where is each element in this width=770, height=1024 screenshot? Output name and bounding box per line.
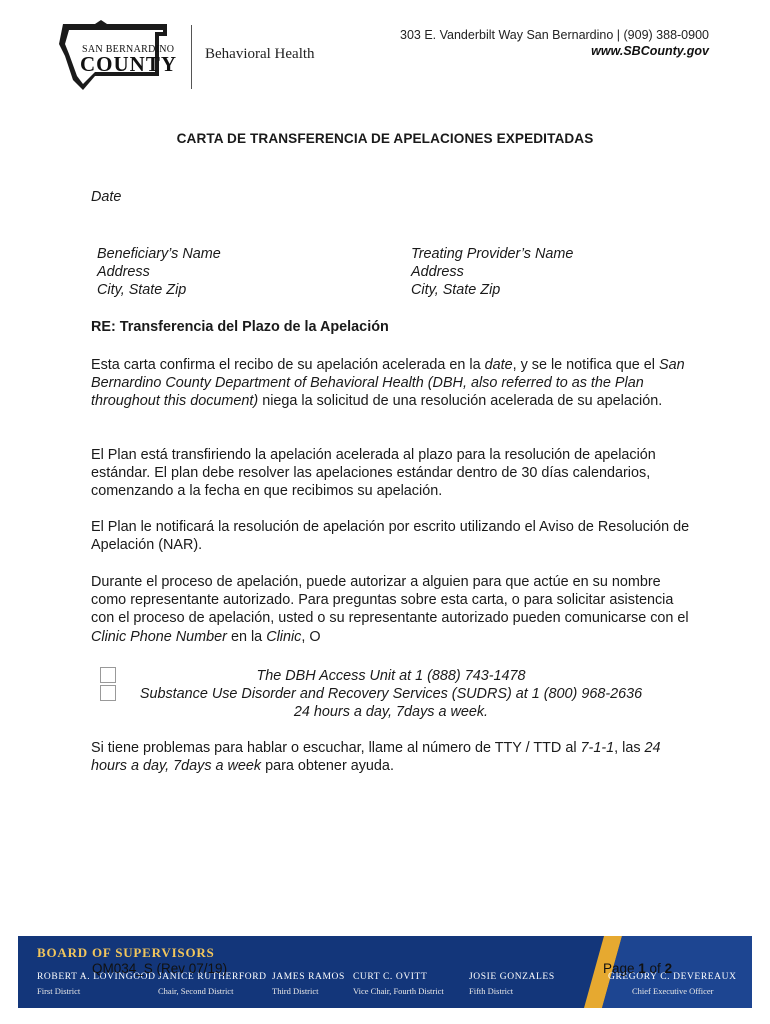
page-prefix: Page [603,961,639,976]
paragraph-2: El Plan está transfiriendo la apelación acelerada al plazo para la resolución de apelación estándar. El plan debe resolver las apelaciones estándar dentro de 30 días calendarios, comenzando a la fecha en que recibimos su apelación. [91,447,656,500]
paragraph-3: El Plan le notificará la resolución de apelación por escrito utilizando el Aviso de Resolución de Apelación (NAR). [91,519,690,554]
beneficiary-city: City, State Zip [97,282,187,299]
beneficiary-name: Beneficiary’s Name [97,246,221,262]
p4-text-c: en la [226,628,267,645]
page-number [603,961,672,976]
p4-clinic-phone: Clinic Phone Number [91,628,227,645]
p5-text-c: , las [614,740,645,756]
p4-clinic: Clinic [266,628,302,645]
page-current: 1 [638,961,646,976]
page-mid: of [645,961,665,976]
option-access-unit: The DBH Access Unit at 1 (888) 743-1478 [256,668,526,684]
re-line: RE: Transferencia del Plazo de la Apelación [91,319,389,335]
member-name-5: JOSIE GONZALES [469,972,555,982]
provider-name: Treating Provider’s Name [411,246,574,262]
paragraph-4 [91,573,691,646]
p1-text-c: , y se le notifica que el [512,357,659,373]
hours-line: 24 hours a day, 7days a week. [293,704,489,720]
beneficiary-block [97,245,221,300]
p1-date: date [484,357,513,373]
p1-text-e: niega la solicitud de una resolución acelerada de su apelación. [258,393,663,410]
p1-text-a: Esta carta confirma el recibo de su apelación acelerada en la [91,357,485,373]
p5-hours: 24 hours a day, 7days a week [91,740,661,775]
member-role-6: Chief Executive Officer [632,986,714,996]
department-name: Behavioral Health [205,46,315,62]
provider-city: City, State Zip [411,282,501,299]
member-name-4: CURT C. OVITT [353,972,428,982]
p5-tty: 7-1-1 [580,740,615,756]
date-field: Date [91,189,122,205]
member-role-4: Vice Chair, Fourth District [353,986,444,996]
member-name-2: JANICE RUTHERFORD [158,972,267,982]
p5-text-a: Si tiene problemas para hablar o escuchar, llame al número de TTY / TTD al [91,740,581,756]
form-code: QM034_S (Rev 07/19) [92,961,228,976]
p1-plan-name: San Bernardino County Department of Behavioral Health (DBH, also referred to as the Plan throughout this document) [91,357,685,410]
header-divider [191,25,192,89]
logo-line2: COUNTY [80,52,178,76]
member-role-2: Chair, Second District [158,986,234,996]
member-role-3: Third District [272,986,319,996]
logo-line1: SAN BERNARDINO [82,44,175,55]
page-title: CARTA DE TRANSFERENCIA DE APELACIONES EXPEDITADAS [176,131,594,146]
paragraph-5 [91,739,691,775]
member-name-1: ROBERT A. LOVINGOOD [37,972,156,982]
board-heading: BOARD OF SUPERVISORS [37,945,215,960]
p4-text-a: Durante el proceso de apelación, puede autorizar a alguien para que actúe en su nombre como representante autorizado. Para preguntas sobre esta carta, o para solicitar asistencia con el proceso de apelación, usted o su representante autorizado pueden comunicarse con el [91,574,689,627]
provider-block [411,245,573,300]
p4-text-e: , O [301,628,321,645]
page-total: 2 [664,961,673,976]
member-role-1: First District [37,986,81,996]
option-sudrs: Substance Use Disorder and Recovery Services (SUDRS) at 1 (800) 968-2636 [139,686,643,702]
header-address: 303 E. Vanderbilt Way San Bernardino | (909) 388-0900 [400,28,709,42]
beneficiary-address: Address [97,264,150,281]
header-website: www.SBCounty.gov [591,44,709,58]
member-name-3: JAMES RAMOS [272,972,345,982]
paragraph-1 [91,356,691,411]
member-name-6: GREGORY C. DEVEREAUX [608,972,737,982]
member-role-5: Fifth District [469,986,514,996]
p5-text-e: para obtener ayuda. [261,758,394,775]
provider-address: Address [411,264,464,281]
